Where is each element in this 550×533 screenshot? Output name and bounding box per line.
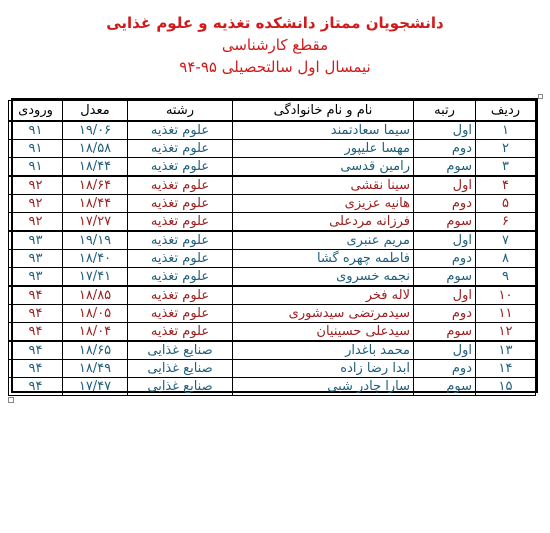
cell-reshte: علوم تغذیه	[128, 250, 233, 268]
cell-radif: ۱۴	[476, 360, 536, 378]
cell-radif: ۸	[476, 250, 536, 268]
cell-reshte: علوم تغذیه	[128, 158, 233, 177]
cell-radif: ۷	[476, 231, 536, 250]
cell-reshte: علوم تغذیه	[128, 121, 233, 140]
cell-rotbe: سوم	[414, 213, 476, 232]
cell-moadel: ۱۸/۶۴	[63, 176, 128, 195]
cell-reshte: علوم تغذیه	[128, 195, 233, 213]
cell-moadel: ۱۹/۱۹	[63, 231, 128, 250]
cell-rotbe: اول	[414, 231, 476, 250]
document-titles	[0, 12, 550, 78]
cell-rotbe: سوم	[414, 323, 476, 342]
cell-radif: ۹	[476, 268, 536, 287]
cell-rotbe: دوم	[414, 360, 476, 378]
cell-vorudi: ۹۱	[9, 140, 63, 158]
cell-name: فاطمه چهره گشا	[233, 250, 414, 268]
cell-vorudi: ۹۱	[9, 121, 63, 140]
cell-vorudi: ۹۳	[9, 268, 63, 287]
cell-reshte: علوم تغذیه	[128, 140, 233, 158]
cell-name: رامین قدسی	[233, 158, 414, 177]
students-table	[8, 100, 536, 396]
table-row	[9, 378, 536, 396]
cell-vorudi: ۹۲	[9, 195, 63, 213]
cell-radif: ۱۳	[476, 341, 536, 360]
cell-name: سیدعلی حسینیان	[233, 323, 414, 342]
cell-moadel: ۱۸/۰۴	[63, 323, 128, 342]
cell-rotbe: سوم	[414, 378, 476, 396]
cell-name: لاله فخر	[233, 286, 414, 305]
cell-moadel: ۱۸/۶۵	[63, 341, 128, 360]
cell-radif: ۲	[476, 140, 536, 158]
table-row	[9, 250, 536, 268]
table-row	[9, 121, 536, 140]
cell-name: سیدمرتضی سیدشوری	[233, 305, 414, 323]
cell-name: سارا چادر شبی	[233, 378, 414, 396]
table-row	[9, 268, 536, 287]
header-vorudi: ورودی	[9, 101, 63, 122]
cell-name: مریم عنبری	[233, 231, 414, 250]
cell-vorudi: ۹۴	[9, 286, 63, 305]
cell-rotbe: دوم	[414, 250, 476, 268]
cell-radif: ۵	[476, 195, 536, 213]
table-row	[9, 323, 536, 342]
table-row	[9, 213, 536, 232]
cell-moadel: ۱۸/۴۰	[63, 250, 128, 268]
cell-vorudi: ۹۳	[9, 250, 63, 268]
cell-rotbe: دوم	[414, 140, 476, 158]
cell-name: ابدا رضا زاده	[233, 360, 414, 378]
cell-vorudi: ۹۳	[9, 231, 63, 250]
cell-rotbe: اول	[414, 176, 476, 195]
header-rotbe: رتبه	[414, 101, 476, 122]
cell-rotbe: سوم	[414, 158, 476, 177]
table-anchor-handle[interactable]	[538, 94, 543, 99]
table-resize-handle[interactable]	[8, 397, 14, 403]
cell-moadel: ۱۸/۰۵	[63, 305, 128, 323]
table-row	[9, 195, 536, 213]
cell-radif: ۱	[476, 121, 536, 140]
cell-name: فرزانه مردعلی	[233, 213, 414, 232]
title-line-1: دانشجویان ممتاز دانشکده تغذیه و علوم غذایی	[106, 14, 444, 32]
cell-radif: ۳	[476, 158, 536, 177]
cell-name: سیما سعادتمند	[233, 121, 414, 140]
cell-name: نجمه خسروی	[233, 268, 414, 287]
cell-reshte: صنایع غذایی	[128, 341, 233, 360]
cell-rotbe: اول	[414, 286, 476, 305]
table-row	[9, 140, 536, 158]
cell-moadel: ۱۷/۴۷	[63, 378, 128, 396]
table-row	[9, 158, 536, 177]
cell-vorudi: ۹۲	[9, 213, 63, 232]
cell-moadel: ۱۷/۲۷	[63, 213, 128, 232]
cell-moadel: ۱۸/۴۹	[63, 360, 128, 378]
title-line-3: نیمسال اول سالتحصیلی ۹۵-۹۴	[179, 58, 371, 76]
cell-vorudi: ۹۴	[9, 360, 63, 378]
title-line-2: مقطع کارشناسی	[221, 36, 329, 54]
cell-vorudi: ۹۴	[9, 341, 63, 360]
cell-name: سینا نقشی	[233, 176, 414, 195]
cell-radif: ۱۲	[476, 323, 536, 342]
cell-moadel: ۱۹/۰۶	[63, 121, 128, 140]
table-row	[9, 305, 536, 323]
header-moadel: معدل	[63, 101, 128, 122]
cell-radif: ۱۵	[476, 378, 536, 396]
header-reshte: رشته	[128, 101, 233, 122]
cell-vorudi: ۹۴	[9, 323, 63, 342]
cell-vorudi: ۹۲	[9, 176, 63, 195]
cell-reshte: علوم تغذیه	[128, 213, 233, 232]
cell-vorudi: ۹۴	[9, 305, 63, 323]
cell-name: محمد باغدار	[233, 341, 414, 360]
header-name: نام و نام خانوادگی	[233, 101, 414, 122]
table-header-row	[9, 101, 536, 122]
cell-reshte: علوم تغذیه	[128, 231, 233, 250]
cell-radif: ۶	[476, 213, 536, 232]
cell-vorudi: ۹۴	[9, 378, 63, 396]
cell-rotbe: سوم	[414, 268, 476, 287]
cell-name: مهسا علیپور	[233, 140, 414, 158]
cell-rotbe: اول	[414, 121, 476, 140]
cell-reshte: علوم تغذیه	[128, 268, 233, 287]
cell-radif: ۴	[476, 176, 536, 195]
header-radif: ردیف	[476, 101, 536, 122]
cell-rotbe: دوم	[414, 305, 476, 323]
cell-reshte: علوم تغذیه	[128, 176, 233, 195]
cell-moadel: ۱۸/۸۵	[63, 286, 128, 305]
cell-rotbe: اول	[414, 341, 476, 360]
table-row	[9, 176, 536, 195]
cell-reshte: صنایع غذایی	[128, 360, 233, 378]
table-row	[9, 231, 536, 250]
cell-moadel: ۱۸/۴۴	[63, 158, 128, 177]
cell-reshte: علوم تغذیه	[128, 286, 233, 305]
table-row	[9, 341, 536, 360]
cell-moadel: ۱۸/۵۸	[63, 140, 128, 158]
cell-radif: ۱۰	[476, 286, 536, 305]
table-row	[9, 360, 536, 378]
cell-moadel: ۱۸/۴۴	[63, 195, 128, 213]
cell-radif: ۱۱	[476, 305, 536, 323]
cell-rotbe: دوم	[414, 195, 476, 213]
students-table-frame	[11, 98, 538, 393]
cell-moadel: ۱۷/۴۱	[63, 268, 128, 287]
table-row	[9, 286, 536, 305]
cell-reshte: علوم تغذیه	[128, 305, 233, 323]
cell-reshte: علوم تغذیه	[128, 323, 233, 342]
cell-reshte: صنایع غذایی	[128, 378, 233, 396]
cell-name: هانیه عزیزی	[233, 195, 414, 213]
cell-vorudi: ۹۱	[9, 158, 63, 177]
